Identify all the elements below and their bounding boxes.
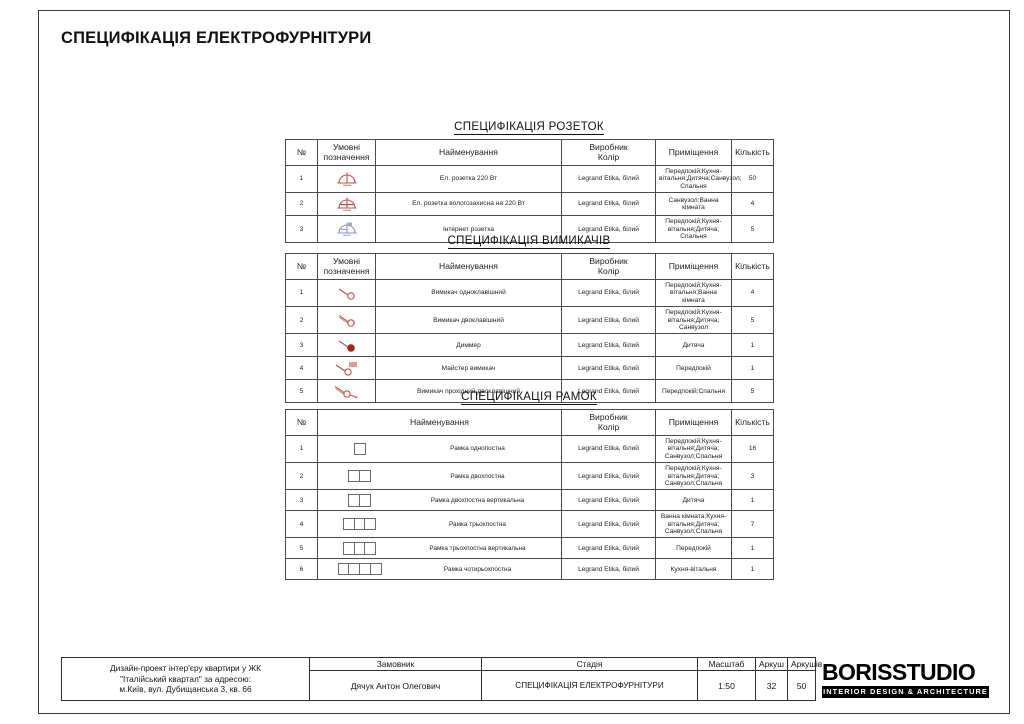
row-qty: 50	[732, 166, 774, 193]
section-title-switches: СПЕЦИФІКАЦІЯ ВИМИКАЧІВ	[447, 235, 611, 247]
col-no: №	[286, 254, 318, 280]
row-maker: Legrand Etika, білий	[562, 463, 656, 490]
stage-value: СПЕЦИФІКАЦІЯ ЕЛЕКТРОФУРНІТУРИ	[482, 671, 698, 701]
sheets-label: Аркушів	[788, 658, 816, 671]
row-no: 4	[286, 357, 318, 380]
row-maker: Legrand Etika, білий	[562, 334, 656, 357]
row-maker: Legrand Etika, білий	[562, 193, 656, 216]
table-header-row	[286, 254, 774, 280]
row-qty: 1	[732, 334, 774, 357]
row-maker: Legrand Etika, білий	[562, 436, 656, 463]
sheet-value: 32	[756, 671, 788, 701]
row-maker: Legrand Etika, білий	[562, 166, 656, 193]
row-qty: 1	[732, 357, 774, 380]
row-no: 2	[286, 307, 318, 334]
frame-3-gang-icon	[321, 518, 397, 530]
dimmer-icon	[318, 334, 376, 357]
sheets-value: 50	[788, 671, 816, 701]
section-switches	[285, 235, 773, 403]
row-rooms: Дитяча	[656, 334, 732, 357]
socket-220-icon	[318, 166, 376, 193]
frame-2-gang-icon	[321, 470, 397, 482]
frame-4-gang-icon	[321, 563, 397, 575]
row-no: 5	[286, 538, 318, 559]
client-label: Замовник	[310, 658, 482, 671]
row-rooms: Передпокій;Кухня- вітальня;Дитяча; Санвузол;Спальня	[656, 436, 732, 463]
table-header-row	[286, 410, 774, 436]
row-qty: 5	[732, 216, 774, 243]
table-row	[286, 357, 774, 380]
col-maker: Виробник Колір	[562, 254, 656, 280]
col-room: Приміщення	[656, 140, 732, 166]
row-name: Майстер вимикач	[376, 357, 562, 380]
row-qty: 4	[732, 193, 774, 216]
row-qty: 4	[732, 280, 774, 307]
table-row	[286, 166, 774, 193]
scale-value: 1:50	[698, 671, 756, 701]
socket-waterproof-icon	[318, 193, 376, 216]
table-row	[286, 436, 774, 463]
section-frames	[285, 391, 773, 580]
row-name: Вимикач двоклавішний	[376, 307, 562, 334]
row-no: 2	[286, 193, 318, 216]
logo-brand: BORISSTUDIO	[822, 658, 976, 685]
project-description: Дизайн-проект інтер'єру квартири у ЖК "Італійський квартал" за адресою: м.Київ, вул. Дубищанська 3, кв. 66	[62, 658, 310, 701]
title-block	[61, 657, 989, 701]
page-title: СПЕЦИФІКАЦІЯ ЕЛЕКТРОФУРНІТУРИ	[61, 29, 372, 47]
row-maker: Legrand Etika, білий	[562, 380, 656, 403]
table-row	[286, 463, 774, 490]
row-maker: Legrand Etika, білий	[562, 357, 656, 380]
row-no: 1	[286, 166, 318, 193]
table-row	[286, 490, 774, 511]
row-rooms: Санвузол;Ванна кімната	[656, 193, 732, 216]
row-name-with-icon: Рамка двохпостна вертикальна	[318, 490, 562, 511]
row-no: 2	[286, 463, 318, 490]
col-qty: Кількість	[732, 140, 774, 166]
row-rooms: Передпокій;Кухня- вітальня;Дитяча; Санвузол;Спальня	[656, 463, 732, 490]
row-qty: 16	[732, 436, 774, 463]
row-maker: Legrand Etika, білий	[562, 559, 656, 580]
row-maker: Legrand Etika, білий	[562, 490, 656, 511]
switch-single-icon	[318, 280, 376, 307]
col-name: Найменування	[376, 254, 562, 280]
row-qty: 1	[732, 538, 774, 559]
frame-3-gang-vertical-icon	[321, 542, 397, 555]
row-name-with-icon: Рамка трьохпостна вертикальна	[318, 538, 562, 559]
row-name: Ел. розетка 220 Вт	[376, 166, 562, 193]
section-title-sockets: СПЕЦИФІКАЦІЯ РОЗЕТОК	[454, 121, 604, 133]
col-symbol: Умовні позначення	[318, 140, 376, 166]
row-name: Інтернет розетка	[376, 216, 562, 243]
sockets-table	[285, 139, 774, 243]
row-maker: Legrand Etika, білий	[562, 216, 656, 243]
table-row	[286, 280, 774, 307]
table-row	[286, 334, 774, 357]
col-symbol: Умовні позначення	[318, 254, 376, 280]
row-rooms: Передпокій	[656, 538, 732, 559]
row-maker: Legrand Etika, білий	[562, 511, 656, 538]
col-qty: Кількість	[732, 254, 774, 280]
row-name-with-icon: Рамка трьохпостна	[318, 511, 562, 538]
table-row	[286, 559, 774, 580]
sheet-label: Аркуш	[756, 658, 788, 671]
master-switch-icon	[318, 357, 376, 380]
col-room: Приміщення	[656, 254, 732, 280]
table-row	[286, 193, 774, 216]
row-qty: 3	[732, 463, 774, 490]
row-rooms: Передпокій;Кухня- вітальня;Дитяча; Санвузол	[656, 307, 732, 334]
row-qty: 7	[732, 511, 774, 538]
col-room: Приміщення	[656, 410, 732, 436]
frames-table	[285, 409, 774, 580]
row-name-with-icon: Рамка однопостна	[318, 436, 562, 463]
row-qty: 5	[732, 307, 774, 334]
row-rooms: Передпокій;Спальня	[656, 380, 732, 403]
row-no: 3	[286, 334, 318, 357]
row-rooms: Передпокій	[656, 357, 732, 380]
section-title-frames: СПЕЦИФІКАЦІЯ РАМОК	[461, 391, 597, 403]
scale-label: Масштаб	[698, 658, 756, 671]
row-rooms: Передпокій;Кухня- вітальня;Дитяча;Санвузол; Спальня	[656, 166, 732, 193]
frame-2-gang-vertical-icon	[321, 494, 397, 507]
row-rooms: Передпокій;Кухня-вітальня;Ванна кімната	[656, 280, 732, 307]
title-block-table	[61, 657, 823, 701]
row-name: Ел. розетка вологозахисна на 220 Вт	[376, 193, 562, 216]
row-name-with-icon: Рамка чотирьохпостна	[318, 559, 562, 580]
row-name-with-icon: Рамка двохпостна	[318, 463, 562, 490]
row-no: 1	[286, 436, 318, 463]
row-maker: Legrand Etika, білий	[562, 307, 656, 334]
switches-table	[285, 253, 774, 403]
row-name: Диммер	[376, 334, 562, 357]
drawing-sheet-frame	[38, 10, 1010, 714]
row-maker: Legrand Etika, білий	[562, 538, 656, 559]
row-no: 3	[286, 216, 318, 243]
table-row	[286, 307, 774, 334]
col-name: Найменування	[376, 140, 562, 166]
row-rooms: Дитяча	[656, 490, 732, 511]
col-no: №	[286, 140, 318, 166]
row-no: 5	[286, 380, 318, 403]
client-value: Дячук Антон Олегович	[310, 671, 482, 701]
row-no: 4	[286, 511, 318, 538]
col-name: Найменування	[318, 410, 562, 436]
row-qty: 1	[732, 559, 774, 580]
col-maker: Виробник Колір	[562, 410, 656, 436]
studio-logo	[816, 657, 989, 701]
col-no: №	[286, 410, 318, 436]
table-row	[286, 511, 774, 538]
section-sockets	[285, 121, 773, 243]
col-qty: Кількість	[732, 410, 774, 436]
row-rooms: Передпокій;Кухня- вітальня;Дитяча; Спальня	[656, 216, 732, 243]
row-qty: 5	[732, 380, 774, 403]
table-row	[286, 538, 774, 559]
stage-label: Стадія	[482, 658, 698, 671]
row-rooms: Ванна кімната;Кухня- вітальня;Дитяча; Санвузол;Спальня	[656, 511, 732, 538]
row-name: Вимикач прохідний двоклавішний	[376, 380, 562, 403]
row-no: 1	[286, 280, 318, 307]
logo-tagline: INTERIOR DESIGN & ARCHITECTURE	[823, 687, 988, 696]
row-no: 6	[286, 559, 318, 580]
frame-1-gang-icon	[321, 443, 397, 455]
col-maker: Виробник Колір	[562, 140, 656, 166]
row-no: 3	[286, 490, 318, 511]
row-maker: Legrand Etika, білий	[562, 280, 656, 307]
row-rooms: Кухня-вітальня	[656, 559, 732, 580]
row-name: Вимикач одноклавішний	[376, 280, 562, 307]
row-qty: 1	[732, 490, 774, 511]
switch-double-icon	[318, 307, 376, 334]
table-header-row	[286, 140, 774, 166]
